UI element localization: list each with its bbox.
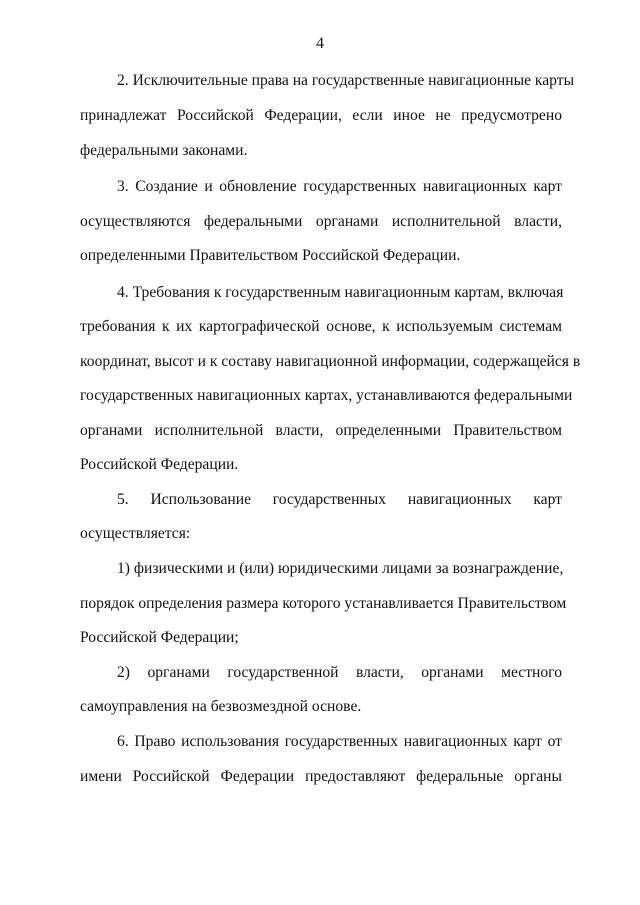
subitem-1-line-1: 1) физическими и (или) юридическими лицами за вознаграждение,: [117, 560, 564, 577]
paragraph-3-line-1: 3. Создание и обновление государственных навигационных карт: [117, 178, 562, 195]
paragraph-4-line-6: Российской Федерации.: [80, 456, 239, 473]
page-number: 4: [316, 35, 324, 52]
paragraph-4-line-5: органами исполнительной власти, определенными Правительством: [80, 422, 562, 439]
paragraph-4-line-4: государственных навигационных картах, устанавливаются федеральными: [80, 387, 573, 404]
subitem-1-line-2: порядок определения размера которого устанавливается Правительством: [80, 595, 567, 612]
paragraph-4-line-3: координат, высот и к составу навигационной информации, содержащейся в: [80, 353, 581, 370]
paragraph-3-line-2: осуществляются федеральными органами исполнительной власти,: [80, 213, 562, 230]
paragraph-6-line-2: имени Российской Федерации предоставляют федеральные органы: [80, 768, 562, 785]
paragraph-4-line-2: требования к их картографической основе, к используемым системам: [80, 318, 562, 335]
subitem-1-line-3: Российской Федерации;: [80, 629, 239, 646]
subitem-2-line-2: самоуправления на безвозмездной основе.: [80, 698, 362, 715]
paragraph-4-line-1: 4. Требования к государственным навигационным картам, включая: [117, 284, 564, 301]
paragraph-5-line-1: 5. Использование государственных навигационных карт: [117, 491, 562, 508]
paragraph-2-line-1: 2. Исключительные права на государственные навигационные карты: [117, 72, 575, 89]
paragraph-5-line-2: осуществляется:: [80, 525, 191, 542]
paragraph-2-line-2: принадлежат Российской Федерации, если иное не предусмотрено: [80, 107, 562, 124]
paragraph-6-line-1: 6. Право использования государственных навигационных карт от: [117, 733, 562, 750]
paragraph-3-line-3: определенными Правительством Российской Федерации.: [80, 247, 461, 264]
paragraph-2-line-3: федеральными законами.: [80, 142, 248, 159]
subitem-2-line-1: 2) органами государственной власти, органами местного: [117, 664, 562, 681]
